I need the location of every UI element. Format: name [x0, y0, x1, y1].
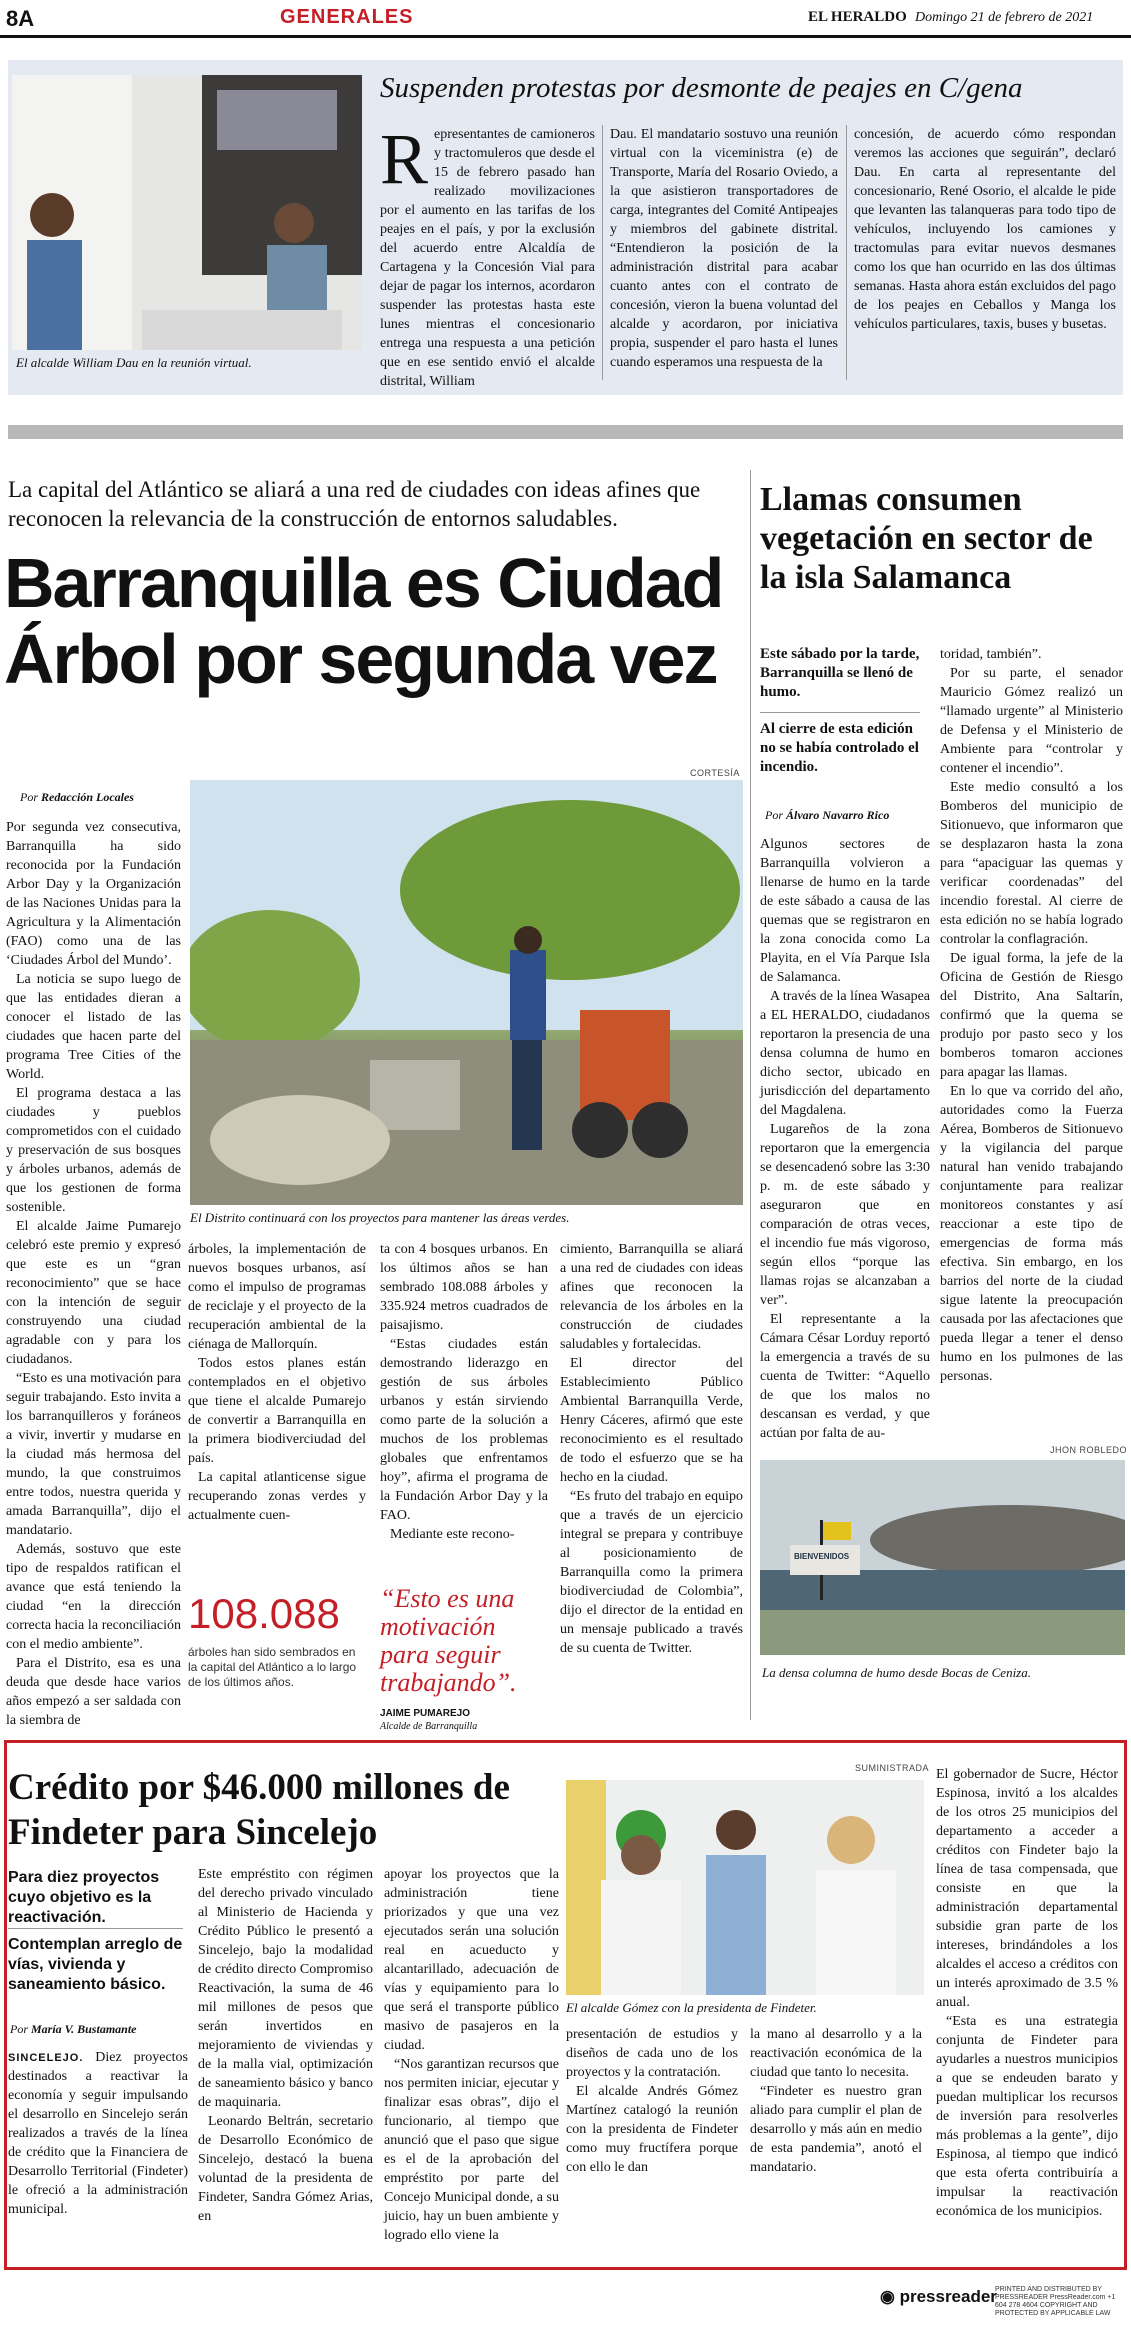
main-col-2: árboles, la implementación de nuevos bosques urbanos, así como el impulso de programas de reciclaje y el proyecto de la recuperación ambiental de la ciénaga de Mallorquín. Todos estos planes están contemplados en el objetivo que tiene el alcalde Pumarejo de convertir a Barranquilla en la primera biodiverciudad del país. La capital atlanticense sigue recuperando zonas verdes y actualmente cuen- [188, 1242, 366, 1523]
main-photo-caption: El Distrito continuará con los proyectos para mantener las áreas verdes. [190, 1210, 570, 1225]
findeter-photo-credit: SUMINISTRADA [855, 1763, 930, 1773]
fire-col-2: toridad, también”. Por su parte, el senador Mauricio Gómez realizó un “llamado urgente” al Ministerio de Defensa y el Ministerio de Ambiente para “controlar y contener el incendio”. Este medio consultó a los Bomberos del municipio de Sitionuevo, que informaron que se desplazaron hasta la zona para “apaciguar las quemas y verificar coordenadas” del incendio forestal. Al cierre de esta edición no se había logrado controlar la conflagración. De igual forma, la jefe de la Oficina de Gestión de Riesgo del Distrito, Ana Saltarín, confirmó que la quema se produjo por pasto seco y los bomberos tomaron acciones para apagar las llamas. En lo que va corrido del año, autoridades como la Fuerza Aérea, Bomberos de Sitionuevo y la vigilancia del parque natural han venido trabajando conjuntamente para realizar monitoreos constantes y así reaccionar a este tipo de emergencias de forma más efectiva. Sin embargo, en los barrios del norte de la ciudad sigue latente la preocupación causada por las afectaciones que pueda llegar a tener el denso humo en los pulmones de las personas. [940, 647, 1123, 1384]
main-story-title: Barranquilla es Ciudad Árbol por segunda vez [4, 544, 723, 698]
newspaper-name: EL HERALDO [808, 9, 907, 25]
photo-credit: CORTESÍA [690, 768, 740, 778]
findeter-col-5: la mano al desarrollo y a la reactivación económica de la ciudad que tanto lo necesita. “Findeter es nuestro gran aliado para cumplir el plan de desarrollo y más aún en medio de esta pandemia”, anotó el mandatario. [750, 2027, 922, 2175]
column-rule [846, 125, 847, 380]
fire-deck-1: Este sábado por la tarde, Barranquilla se llenó de humo. [760, 646, 920, 700]
top-story-col-3 [854, 125, 1116, 334]
findeter-col-4: presentación de estudios y diseños de cada uno de los proyectos y la contratación. El alcalde Andrés Gómez Martínez catalogó la reunión con la presidenta de Findeter como muy fructífera porque con ello le dan [566, 2027, 738, 2175]
fire-deck-2: Al cierre de esta edición no se había controlado el incendio. [760, 721, 919, 775]
main-story-deck: La capital del Atlántico se aliará a una red de ciudades con ideas afines que reconocen la relevancia de la construcción de entornos saludables. [8, 477, 701, 531]
top-story-col-2 [610, 125, 838, 372]
pressreader-logo[interactable]: ◉ pressreader [880, 2287, 997, 2306]
fire-photo-credit: JHON ROBLEDO [1050, 1445, 1128, 1455]
findeter-col-2: Este empréstito con régimen del derecho privado vinculado al Ministerio de Hacienda y Crédito Público le presentó a Sincelejo, bajo la modalidad de crédito directo Compromiso Reactivación, la suma de 46 mil millones de pesos que serán invertidos en mejoramiento de viviendas y de la malla vial, optimización de saneamiento básico y banco de maquinaria. Leonardo Beltrán, secretario de Desarrollo Económico de Sincelejo, destacó la buena voluntad de la presidenta de Findeter, Sandra Gómez Arias, en [198, 1867, 373, 2224]
main-story-photo [190, 780, 743, 1205]
findeter-photo-caption: El alcalde Gómez con la presidenta de Findeter. [566, 2000, 817, 2015]
deck-rule [8, 1928, 183, 1929]
quote-author: JAIME PUMAREJO [380, 1708, 471, 1719]
findeter-story-photo [566, 1780, 924, 1995]
main-col-4: cimiento, Barranquilla se aliará a una red de ciudades con ideas afines que reconocen la relevancia de los árboles en la construcción de ciudades saludables y fortalecidas. El director del Establecimiento Público Ambiental Barranquilla Verde, Henry Cáceres, afirmó que este reconocimiento es el resultado de todo el esfuerzo que se ha hecho en la ciudad. “Es fruto del trabajo en equipo que a través de un ejercicio integral se prepara y contribuye al posicionamiento de Barranquilla como la primera biodiverciudad de Colombia”, dijo el director de la entidad en un mensaje publicado a través de su cuenta de Twitter. [560, 1242, 743, 1656]
fire-col-1: Algunos sectores de Barranquilla volvieron a llenarse de humo en la tarde de este sábado a causa de las quemas que se registraron en la zona conocida como La Playita, en el Vía Parque Isla de Salamanca. A través de la línea Wasapea a EL HERALDO, ciudadanos reportaron la presencia de una densa columna de humo en dicho sector, ubicado en jurisdicción del departamento del Magdalena. Lugareños de la zona reportaron que la emergencia se desencadenó sobre las 3:30 p. m. de este sábado y aseguraron que en comparación de otras veces, el incendio fue más vigoroso, según ellos “porque las llamas rojas se alcanzaban a ver”. El representante a la Cámara César Lorduy reportó la emergencia a través de su cuenta de Twitter: “Aquello de que los malos no descansan es verdad, y que actúan por falta de au- [760, 837, 930, 1441]
meeting-photo-illustration [12, 75, 362, 350]
fire-photo-caption: La densa columna de humo desde Bocas de Ceniza. [762, 1665, 1031, 1680]
section-name: GENERALES [280, 6, 414, 28]
paragraph: epresentantes de camioneros y tractomuleros que desde el 15 de febrero pasado han realizado movilizaciones por el aumento en las tarifas de los peajes en el país, y por la exclusión del acuerdo entre Alcaldía de Cartagena y la Concesión Vial para dejar de pagar los internos, acordaron suspender las protestas hasta este lunes mientras el concesionario entrega una respuesta a una petición que en ese sentido envió el alcalde distrital, William [380, 127, 595, 389]
findeter-deck-2: Contemplan arreglo de vías, vivienda y saneamiento básico. [8, 1936, 183, 1993]
paragraph: concesión, de acuerdo cómo respondan veremos las acciones que seguirán”, declaró Dau. En carta al representante del concesionario, René Osorio, el alcalde le pide que levanten las talanqueras para todo tipo de vehículos, incluyendo los camiones y tractomulas para evitar nuevos desmanes como los que han ocurrido en las dos últimas semanas. Hasta ahora están excluidos del pago de los peajes en Ceballos y Manga los vehículos particulares, taxis, buses y busetas. [854, 127, 1116, 332]
column-rule [750, 470, 751, 1720]
pressreader-icon: ◉ [880, 2287, 895, 2306]
fire-story-photo [760, 1460, 1125, 1655]
pressreader-legal: PRINTED AND DISTRIBUTED BY PRESSREADER PressReader.com +1 604 278 4604 COPYRIGHT AND PROTECTED BY APPLICABLE LAW [995, 2286, 1116, 2317]
findeter-story-title: Crédito por $46.000 millones de Findeter para Sincelejo [8, 1767, 510, 1853]
top-story-col-1 [380, 119, 595, 391]
stat-number: 108.088 [188, 1590, 340, 1637]
pull-quote: “Esto es una motivación para seguir trabajando”. [380, 1584, 517, 1697]
page-number: 8A [6, 6, 35, 31]
findeter-deck-1: Para diez proyectos cuyo objetivo es la reactivación. [8, 1869, 160, 1926]
officials-photo-illustration [566, 1780, 924, 1995]
tree-planting-illustration [190, 780, 743, 1205]
top-story-photo [12, 75, 362, 350]
stat-text: árboles han sido sembrados en la capital del Atlántico a lo largo de los últimos años. [188, 1645, 357, 1689]
drop-cap: R [380, 119, 429, 199]
section-divider [8, 425, 1123, 439]
deck-rule [760, 712, 920, 713]
fire-byline: Por Álvaro Navarro Rico [765, 808, 890, 822]
top-story-title: Suspenden protestas por desmonte de peajes en C/gena [380, 72, 1023, 104]
issue-date: Domingo 21 de febrero de 2021 [915, 10, 1094, 25]
findeter-col-1: SINCELEJO. Diez proyectos destinados a reactivar la economía y seguir impulsando el desarrollo en Sincelejo serán realizados a través de la línea de crédito que la Financiera de Desarrollo Territorial (Findeter) le ofreció a la administración municipal. [8, 2050, 189, 2217]
fire-story-title: Llamas consumen vegetación en sector de la isla Salamanca [760, 481, 1093, 596]
paragraph: Dau. El mandatario sostuvo una reunión virtual con la viceministra (e) de Transporte, María del Rosario Oviedo, a la que asistieron transportadores de carga, integrantes del Comité Antipeajes y miembros del gabinete distrital. “Entendieron la posición de la administración distrital para acabar cuanto antes con el contrato de concesión, vieron la buena voluntad del alcalde y acordaron, por iniciativa propia, suspender el paro hasta el lunes cuando esperamos una respuesta de la [610, 127, 838, 370]
sign-text: BIENVENIDOS [794, 1552, 850, 1561]
findeter-col-3: apoyar los proyectos que la administración tiene priorizados y que una vez ejecutados serán una solución real en acueducto y alcantarillado, adecuación de vías y equipamiento para lo que será el transporte público masivo de pasajeros en la ciudad. “Nos garantizan recursos que nos permiten iniciar, ejecutar y finalizar esas obras”, dijo el funcionario, al tiempo que anunció que el paso que sigue es el de la aprobación del empréstito por parte del Concejo Municipal donde, a su juicio, hay un buen ambiente y logrado ello viene la [384, 1867, 559, 2243]
findeter-byline: Por María V. Bustamante [10, 2022, 137, 2036]
dateline: SINCELEJO. [8, 2052, 84, 2064]
findeter-col-6: El gobernador de Sucre, Héctor Espinosa, invitó a los alcaldes de los otros 25 municipios del departamento a acceder a créditos con Findeter bajo la línea de tasa compensada, que consiste en que la administración departamental subsidie gran parte de los intereses, brindándoles a los alcaldes el acceso a créditos con un interés aproximado de 3.5 % anual. “Esta es una estrategia conjunta de Findeter para ayudarles a nuestros municipios a que se endeuden barato y puedan multiplicar los recursos de inversión para resolverles más problemas a la gente”, dijo Espinosa, al tiempo que indicó que esta oferta contribuiría a impulsar la reactivación económica de los municipios. [936, 1767, 1118, 2219]
main-col-1: Por segunda vez consecutiva, Barranquilla ha sido reconocida por la Fundación Arbor Day y la Organización de las Naciones Unidas para la Agricultura y la Alimentación (FAO) como una de las ‘Ciudades Árbol del Mundo’. La noticia se supo luego de que las entidades dieran a conocer el listado de las ciudades que hacen parte del programa Tree Cities of the World. El programa destaca a las ciudades y pueblos comprometidos con el cuidado y preservación de sus bosques y árboles urbanos, además de que los gestionen de forma sostenible. El alcalde Jaime Pumarejo celebró este premio y expresó que este es un “gran reconocimiento” que se hace con la intención de seguir construyendo una ciudad agradable con y para los ciudadanos. “Esto es una motivación para seguir trabajando. Esto invita a los barranquilleros y foráneos a vivir, invertir y mudarse en la ciudad más hermosa del mundo, la que construimos entre todos, nuestra querida y amada Barranquilla”, dijo el mandatario. Además, sostuvo que este tipo de respaldos ratifican el avance que está teniendo la ciudad “en la dirección correcta hacia la reconciliación con el medio ambiente”. Para el Distrito, esa es una deuda que desde hace varios años empezó a ser saldada con la siembra de [6, 820, 181, 1728]
quote-author-role: Alcalde de Barranquilla [380, 1721, 478, 1732]
top-story-caption: El alcalde William Dau en la reunión virtual. [16, 355, 252, 370]
column-rule [602, 125, 603, 380]
main-byline: Por Redacción Locales [20, 790, 134, 804]
main-col-3: ta con 4 bosques urbanos. En los últimos años se han sembrado 108.088 árboles y 335.924 metros cuadrados de paisajismo. “Estas ciudades están demostrando liderazgo en gestión de sus árboles urbanos y están sirviendo como parte de la solución a muchos de los problemas globales que enfrentamos hoy”, afirma el programa de la Fundación Arbor Day y la FAO. Mediante este recono- [380, 1242, 548, 1542]
